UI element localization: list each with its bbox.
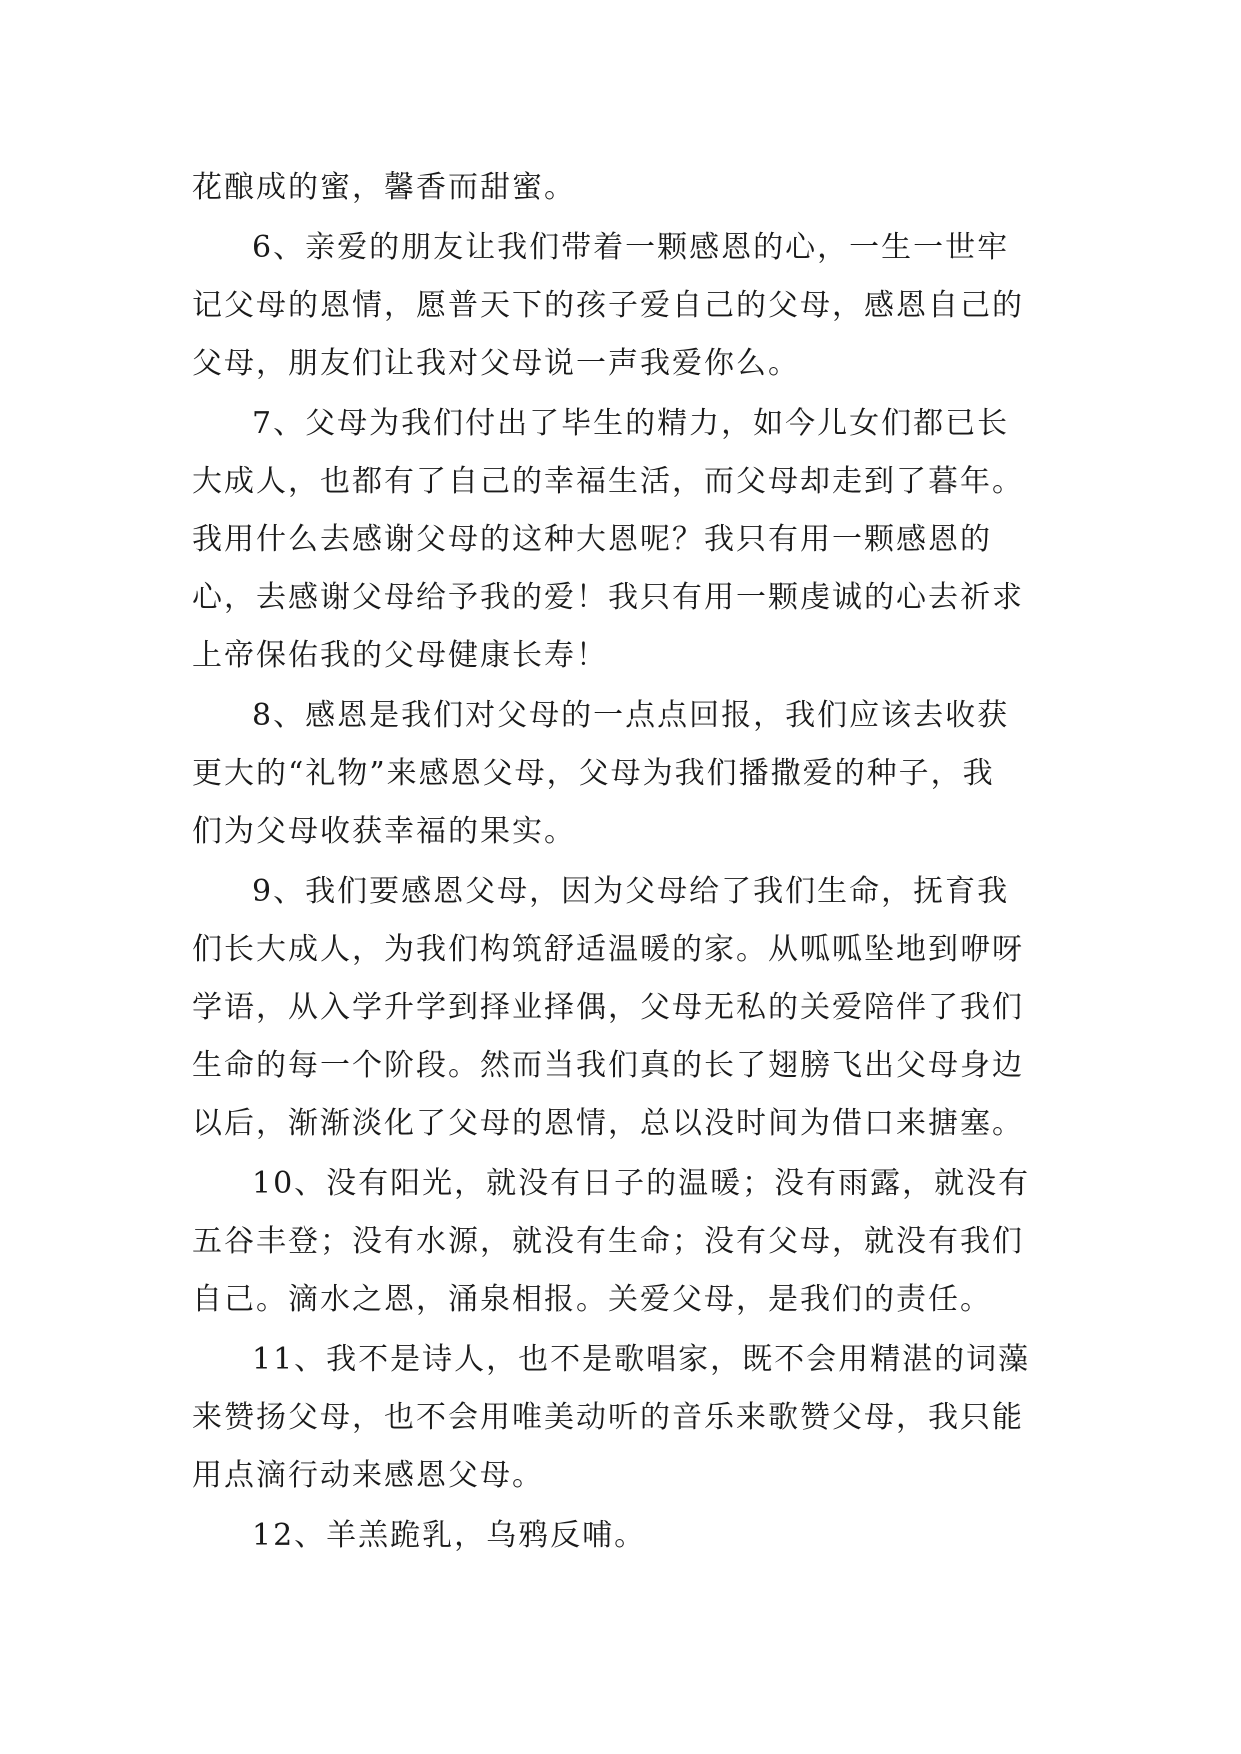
paragraph-7-line: 7、父母为我们付出了毕生的精力，如今儿女们都已长 [252, 406, 1010, 441]
paragraph-8-line: 8、感恩是我们对父母的一点点回报，我们应该去收获 [252, 698, 1010, 733]
text-line: 记父母的恩情，愿普天下的孩子爱自己的父母，感恩自己的 [192, 288, 1024, 323]
text-line: 大成人，也都有了自己的幸福生活，而父母却走到了暮年。 [192, 464, 1024, 499]
paragraph-10-line: 10、没有阳光，就没有日子的温暖；没有雨露，就没有 [252, 1166, 1031, 1201]
text-line: 生命的每一个阶段。然而当我们真的长了翅膀飞出父母身边 [192, 1048, 1024, 1083]
text-line: 上帝保佑我的父母健康长寿！ [192, 638, 608, 673]
paragraph-9-line: 9、我们要感恩父母，因为父母给了我们生命，抚育我 [252, 874, 1010, 909]
text-line: 以后，渐渐淡化了父母的恩情，总以没时间为借口来搪塞。 [192, 1106, 1024, 1141]
text-line: 父母，朋友们让我对父母说一声我爱你么。 [192, 346, 800, 381]
text-line: 用点滴行动来感恩父母。 [192, 1458, 544, 1493]
text-line: 更大的“礼物”来感恩父母，父母为我们播撒爱的种子，我 [192, 756, 995, 791]
paragraph-12-line: 12、羊羔跪乳，乌鸦反哺。 [252, 1518, 647, 1553]
paragraph-11-line: 11、我不是诗人，也不是歌唱家，既不会用精湛的词藻 [252, 1342, 1031, 1377]
paragraph-6-line: 6、亲爱的朋友让我们带着一颗感恩的心，一生一世牢 [252, 230, 1010, 265]
text-line: 自己。滴水之恩，涌泉相报。关爱父母，是我们的责任。 [192, 1282, 992, 1317]
text-line: 们长大成人，为我们构筑舒适温暖的家。从呱呱坠地到咿呀 [192, 932, 1024, 967]
text-line: 学语，从入学升学到择业择偶，父母无私的关爱陪伴了我们 [192, 990, 1024, 1025]
text-line: 来赞扬父母，也不会用唯美动听的音乐来歌赞父母，我只能 [192, 1400, 1024, 1435]
text-line: 花酿成的蜜，馨香而甜蜜。 [192, 170, 576, 205]
text-line: 心，去感谢父母给予我的爱！我只有用一颗虔诚的心去祈求 [192, 580, 1024, 615]
text-line: 五谷丰登；没有水源，就没有生命；没有父母，就没有我们 [192, 1224, 1024, 1259]
text-line: 们为父母收获幸福的果实。 [192, 814, 576, 849]
text-line: 我用什么去感谢父母的这种大恩呢？我只有用一颗感恩的 [192, 522, 992, 557]
